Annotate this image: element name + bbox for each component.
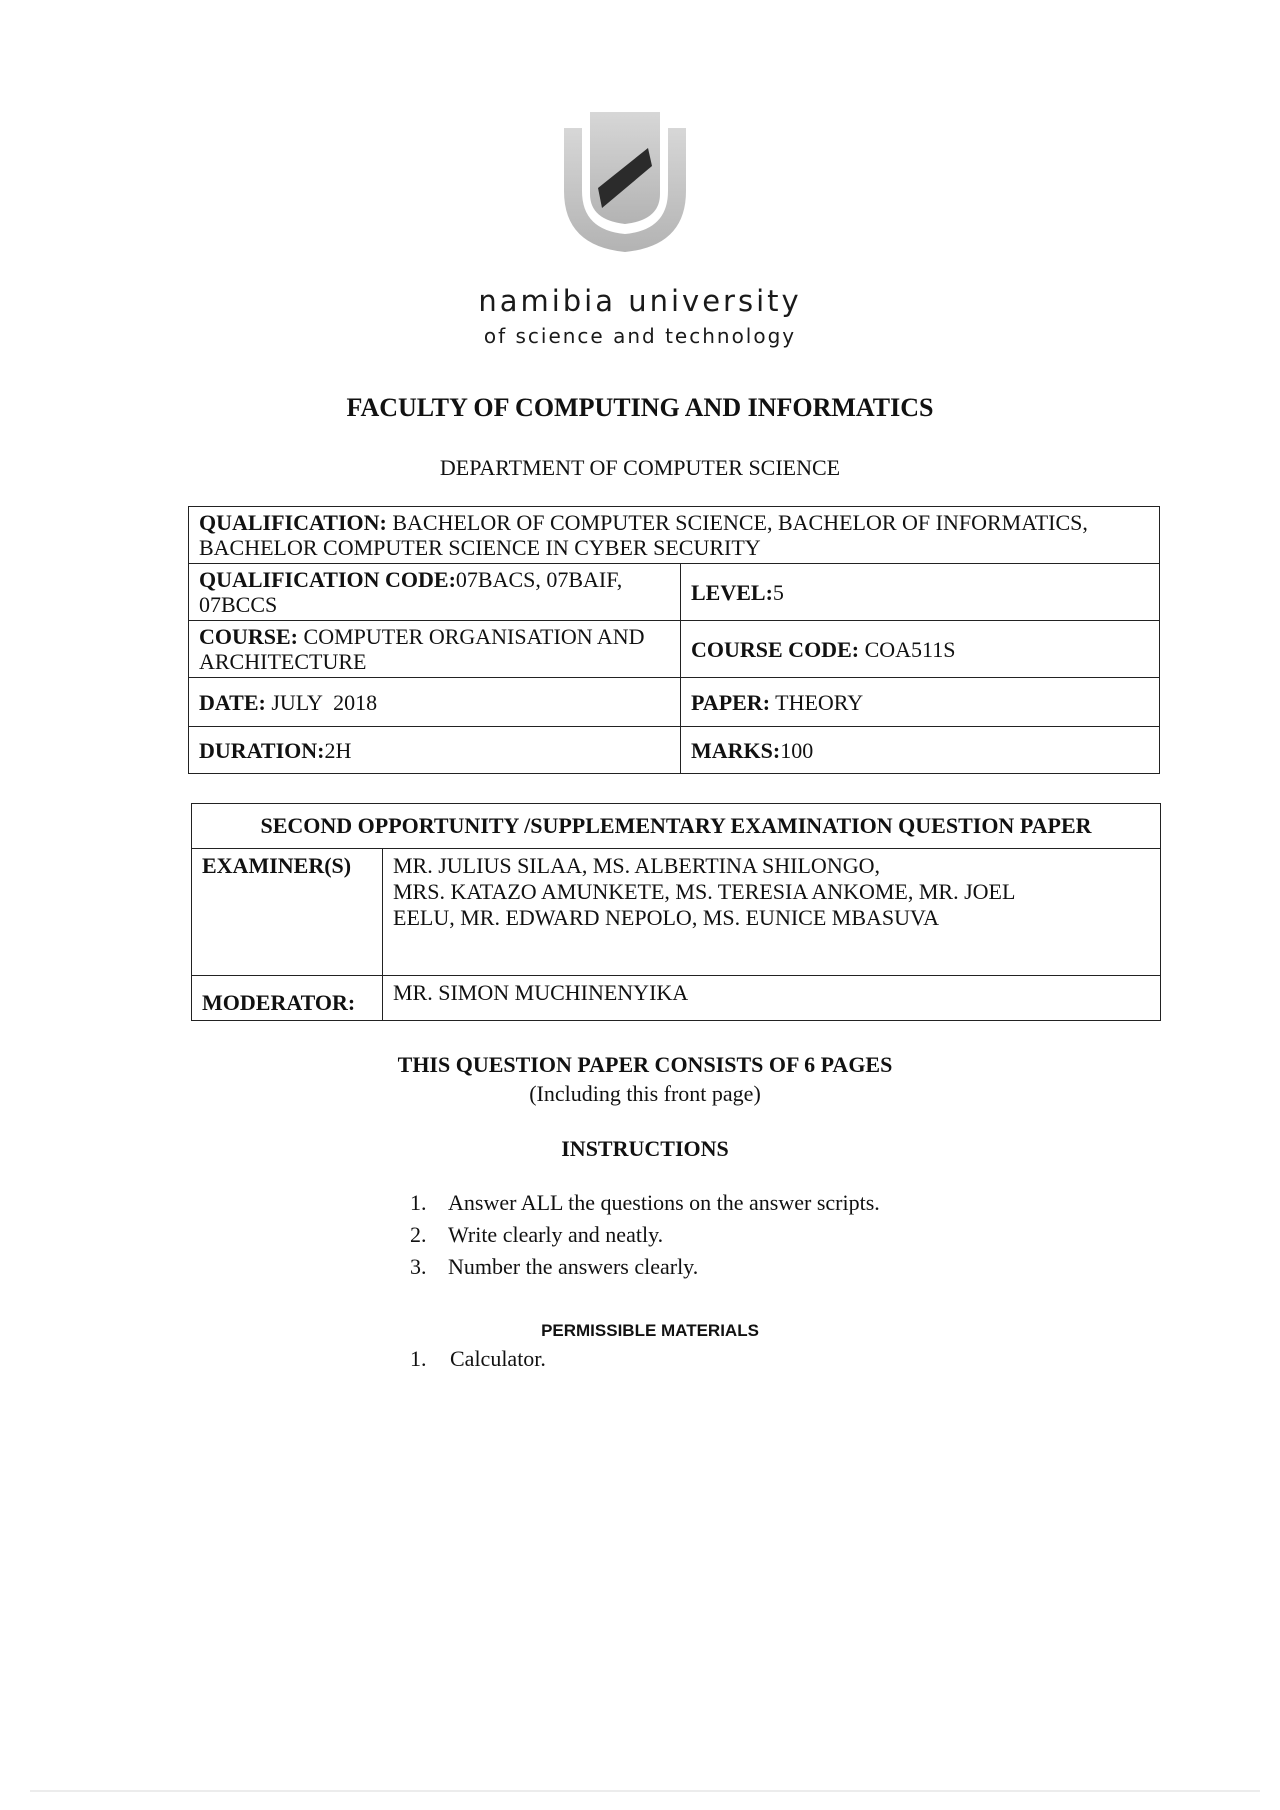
- qualification-cell: [189, 507, 1160, 564]
- level-label: LEVEL:: [691, 579, 773, 605]
- exam-title: SECOND OPPORTUNITY /SUPPLEMENTARY EXAMINATION QUESTION PAPER: [192, 804, 1161, 849]
- examiners-line: MRS. KATAZO AMUNKETE, MS. TERESIA ANKOME, MR. JOEL: [393, 879, 1016, 904]
- qual-code-label: QUALIFICATION CODE:: [199, 567, 456, 592]
- instruction-text: Answer ALL the questions on the answer scripts.: [448, 1190, 880, 1215]
- instruction-item: [410, 1254, 880, 1286]
- date-value: JULY 2018: [265, 689, 378, 715]
- scan-edge-divider: [30, 1790, 1260, 1792]
- permissible-text: Calculator.: [450, 1346, 546, 1371]
- level-cell: [681, 564, 1160, 621]
- instructions-list: [410, 1190, 880, 1286]
- date-row: [189, 678, 1160, 727]
- instruction-number: 3.: [410, 1254, 427, 1279]
- duration-cell: [189, 727, 681, 774]
- instruction-number: 2.: [410, 1222, 427, 1247]
- marks-label: MARKS:: [691, 737, 781, 763]
- qual-code-row: [189, 564, 1160, 621]
- instruction-item: [410, 1190, 880, 1222]
- qualification-label: QUALIFICATION:: [199, 510, 387, 535]
- paper-cell: [681, 678, 1160, 727]
- permissible-materials-list: [410, 1346, 546, 1372]
- examiners-row: [192, 849, 1161, 976]
- qual-code-value: 07BACS, 07BAIF, 07BCCS: [199, 567, 623, 617]
- level-value: 5: [772, 579, 784, 605]
- paper-value: THEORY: [770, 689, 864, 715]
- marks-cell: [681, 727, 1160, 774]
- qualification-row: [189, 507, 1160, 564]
- instructions-title: INSTRUCTIONS: [561, 1136, 729, 1161]
- date-cell: [189, 678, 681, 727]
- qualification-value: BACHELOR OF COMPUTER SCIENCE, BACHELOR OF INFORMATICS, BACHELOR COMPUTER SCIENCE IN CYBER SECURITY: [199, 510, 1088, 560]
- course-row: [189, 621, 1160, 678]
- duration-label: DURATION:: [199, 737, 325, 763]
- duration-row: [189, 727, 1160, 774]
- exam-title-row: [192, 804, 1161, 849]
- course-code-label: COURSE CODE:: [691, 636, 860, 662]
- permissible-item: [410, 1346, 546, 1372]
- shield-logo-icon: [556, 106, 694, 256]
- examiners-line: MR. JULIUS SILAA, MS. ALBERTINA SHILONGO,: [393, 853, 880, 878]
- course-label: COURSE:: [199, 624, 299, 649]
- pages-subnote: (Including this front page): [529, 1081, 761, 1106]
- qual-code-cell: [189, 564, 681, 621]
- course-code-cell: [681, 621, 1160, 678]
- permissible-materials-title: PERMISSIBLE MATERIALS: [541, 1321, 759, 1340]
- instruction-number: 1.: [410, 1190, 427, 1215]
- marks-value: 100: [780, 737, 814, 763]
- course-code-value: COA511S: [859, 636, 956, 662]
- permissible-number: 1.: [410, 1346, 427, 1371]
- university-name: namibia university: [478, 284, 802, 318]
- instruction-text: Number the answers clearly.: [448, 1254, 699, 1279]
- course-cell: [189, 621, 681, 678]
- faculty-title: FACULTY OF COMPUTING AND INFORMATICS: [346, 393, 934, 422]
- date-label: DATE:: [199, 689, 266, 715]
- moderator-label: MODERATOR:: [192, 976, 383, 1021]
- duration-value: 2H: [324, 737, 352, 763]
- university-subtitle: of science and technology: [483, 324, 797, 348]
- pages-note: THIS QUESTION PAPER CONSISTS OF 6 PAGES: [397, 1052, 893, 1077]
- examiners-line: EELU, MR. EDWARD NEPOLO, MS. EUNICE MBASUVA: [393, 905, 939, 930]
- department-title: DEPARTMENT OF COMPUTER SCIENCE: [439, 455, 841, 480]
- moderator-value: MR. SIMON MUCHINENYIKA: [383, 976, 1161, 1021]
- course-value: COMPUTER ORGANISATION AND ARCHITECTURE: [199, 624, 645, 674]
- moderator-row: [192, 976, 1161, 1021]
- instruction-text: Write clearly and neatly.: [448, 1222, 664, 1247]
- examiners-label: EXAMINER(S): [192, 849, 383, 976]
- instruction-item: [410, 1222, 880, 1254]
- paper-label: PAPER:: [691, 689, 771, 715]
- course-info-table: [188, 506, 1160, 774]
- examiners-cell: [383, 849, 1161, 976]
- examination-table: [191, 803, 1161, 1021]
